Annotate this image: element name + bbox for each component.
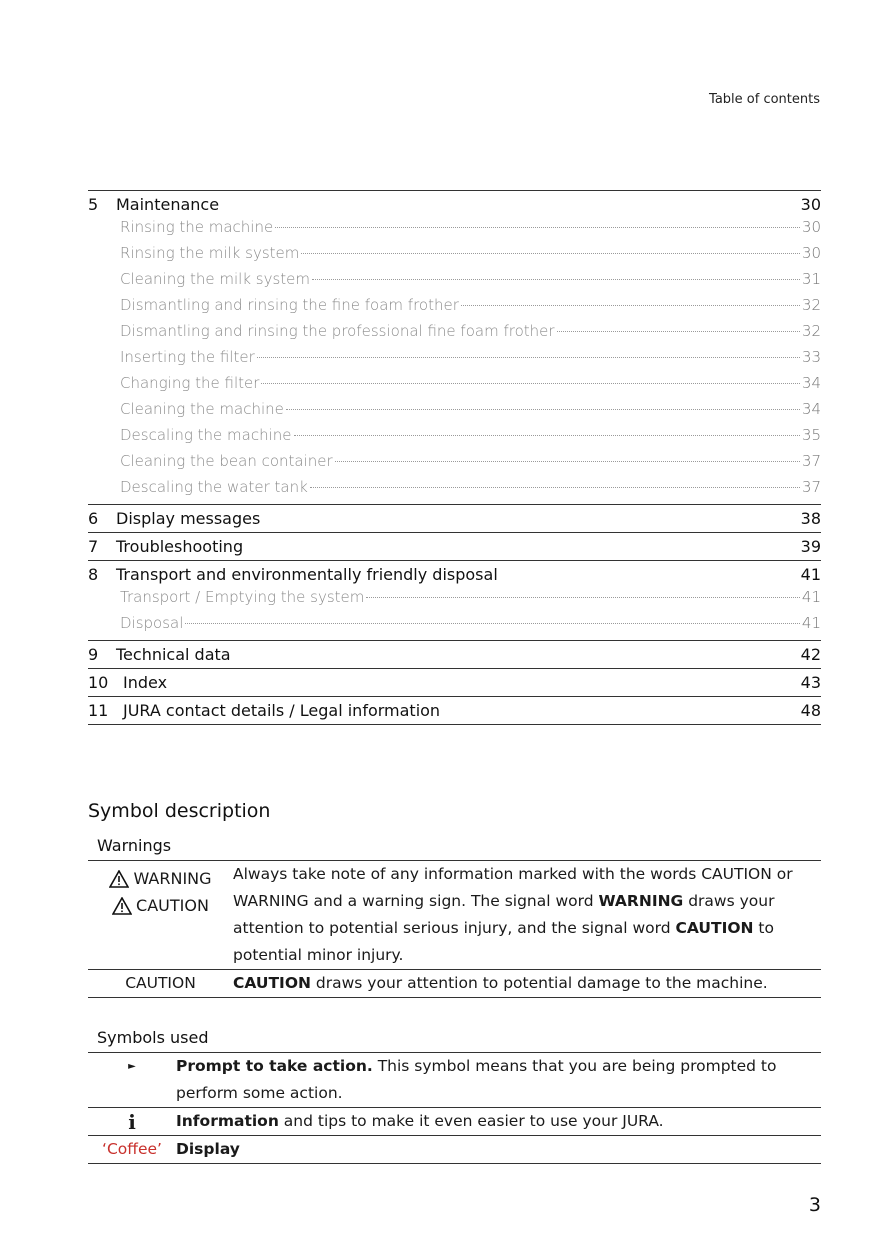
- toc-section: [88, 668, 821, 696]
- toc-subentry[interactable]: [88, 270, 821, 296]
- toc-dot-leader: [310, 487, 800, 488]
- info-row: [88, 1108, 821, 1136]
- toc-subentry[interactable]: [88, 588, 821, 614]
- toc-subentry-page: 41: [801, 588, 821, 606]
- toc-chapter-number: 11: [88, 701, 109, 720]
- toc-chapter-page: 41: [800, 565, 821, 584]
- toc-subentry-page: 37: [801, 478, 821, 496]
- toc-subentry-page: 32: [801, 322, 821, 340]
- toc-chapter-number: 10: [88, 673, 109, 692]
- toc-chapter-title: Troubleshooting: [116, 537, 244, 556]
- toc-chapter-title: Display messages: [116, 509, 261, 528]
- warning-labels: [88, 861, 233, 969]
- display-example: ‘Coffee’: [102, 1140, 162, 1158]
- toc-subentry-page: 33: [801, 348, 821, 366]
- toc-subentry[interactable]: [88, 244, 821, 270]
- toc-subentry-title: Descaling the machine: [120, 426, 292, 444]
- toc-section: [88, 504, 821, 532]
- toc-section: [88, 696, 821, 724]
- toc-subentry[interactable]: [88, 374, 821, 400]
- toc-subentry[interactable]: [88, 218, 821, 244]
- toc-chapter-page: 30: [800, 195, 821, 214]
- running-header: Table of contents: [709, 92, 820, 107]
- toc-chapter-entry[interactable]: [88, 561, 821, 588]
- toc-chapter-title: Transport and environmentally friendly disposal: [116, 565, 498, 584]
- toc-chapter-title: JURA contact details / Legal information: [123, 701, 441, 720]
- toc-dot-leader: [185, 623, 800, 624]
- toc-chapter-number: 7: [88, 537, 99, 556]
- warnings-table: [88, 860, 821, 998]
- toc-chapter-number: 6: [88, 509, 99, 528]
- symbols-used-heading: Symbols used: [97, 1028, 209, 1047]
- prompt-row: [88, 1053, 821, 1108]
- toc-subentry[interactable]: [88, 400, 821, 426]
- symbol-description: [88, 800, 821, 1164]
- warnings-heading: Warnings: [97, 836, 172, 855]
- toc-section: [88, 640, 821, 668]
- toc-dot-leader: [286, 409, 800, 410]
- toc-dot-leader: [294, 435, 800, 436]
- caution-description: CAUTION draws your attention to potential damage to the machine.: [233, 974, 768, 992]
- caution-row: [88, 970, 821, 998]
- toc-subentry-title: Rinsing the machine: [120, 218, 274, 236]
- toc-chapter-page: 48: [800, 701, 821, 720]
- toc-subentry-title: Disposal: [120, 614, 184, 632]
- prompt-arrow-icon: ►: [128, 1061, 136, 1072]
- toc-dot-leader: [461, 305, 800, 306]
- toc-subentry[interactable]: [88, 348, 821, 374]
- prompt-description: Prompt to take action. This symbol means that you are being prompted to perform some action.: [176, 1057, 777, 1102]
- toc-chapter-entry[interactable]: [88, 191, 821, 218]
- toc-chapter-entry[interactable]: [88, 533, 821, 560]
- toc-subentry[interactable]: [88, 452, 821, 478]
- toc-chapter-title: Technical data: [116, 645, 231, 664]
- caution-row-label: CAUTION: [125, 974, 196, 992]
- toc-chapter-entry[interactable]: [88, 697, 821, 724]
- warning-description: Always take note of any information marked with the words CAUTION or WARNING and a warning sign. The signal word WARNING draws your attention to potential serious injury, and the signal word CAUTION to potential minor injury.: [233, 865, 793, 964]
- caution-label: CAUTION: [136, 896, 209, 915]
- toc-chapter-number: 8: [88, 565, 99, 584]
- toc-chapter-entry[interactable]: [88, 505, 821, 532]
- toc-chapter-entry[interactable]: [88, 669, 821, 696]
- toc-subentry-page: 34: [801, 400, 821, 418]
- toc-subentry-title: Cleaning the bean container: [120, 452, 333, 470]
- toc-subentry[interactable]: [88, 478, 821, 504]
- warning-row: [88, 861, 821, 970]
- toc-chapter-page: 39: [800, 537, 821, 556]
- toc-dot-leader: [557, 331, 800, 332]
- symbols-used-table: [88, 1052, 821, 1164]
- toc-chapter-page: 38: [800, 509, 821, 528]
- toc-chapter-title: Index: [123, 673, 168, 692]
- toc-subentry-title: Dismantling and rinsing the fine foam frother: [120, 296, 459, 314]
- toc-chapter-entry[interactable]: [88, 641, 821, 668]
- toc-subentry-page: 31: [801, 270, 821, 288]
- warning-triangle-icon: [109, 870, 129, 888]
- toc-dot-leader: [275, 227, 800, 228]
- toc-dot-leader: [261, 383, 800, 384]
- toc-subentry[interactable]: [88, 296, 821, 322]
- toc-subentry-title: Rinsing the milk system: [120, 244, 300, 262]
- info-description: Information and tips to make it even easier to use your JURA.: [176, 1112, 664, 1130]
- toc-subentry[interactable]: [88, 426, 821, 452]
- toc-subentry-title: Cleaning the milk system: [120, 270, 311, 288]
- toc-dot-leader: [257, 357, 800, 358]
- toc-subentry-title: Dismantling and rinsing the professional fine foam frother: [120, 322, 555, 340]
- table-of-contents: [88, 190, 821, 725]
- toc-subentry[interactable]: [88, 322, 821, 348]
- toc-subentry-title: Descaling the water tank: [120, 478, 308, 496]
- caution-triangle-icon: [112, 897, 132, 915]
- toc-chapter-page: 43: [800, 673, 821, 692]
- toc-subentry-title: Transport / Emptying the system: [120, 588, 365, 606]
- toc-subentry-page: 32: [801, 296, 821, 314]
- information-icon: i: [128, 1110, 136, 1134]
- warning-label: WARNING: [133, 869, 212, 888]
- toc-subentry-page: 30: [801, 244, 821, 262]
- toc-chapter-title: Maintenance: [116, 195, 220, 214]
- toc-subentry[interactable]: [88, 614, 821, 640]
- toc-subentry-title: Inserting the filter: [120, 348, 255, 366]
- toc-subentry-title: Cleaning the machine: [120, 400, 284, 418]
- toc-dot-leader: [366, 597, 800, 598]
- toc-section: [88, 532, 821, 560]
- toc-dot-leader: [312, 279, 800, 280]
- toc-subentry-page: 35: [801, 426, 821, 444]
- toc-subentry-page: 34: [801, 374, 821, 392]
- toc-subentry-page: 30: [801, 218, 821, 236]
- toc-end-rule: [88, 724, 821, 725]
- toc-subentry-page: 41: [801, 614, 821, 632]
- toc-chapter-page: 42: [800, 645, 821, 664]
- toc-subentry-page: 37: [801, 452, 821, 470]
- display-row: [88, 1136, 821, 1164]
- toc-subentry-title: Changing the filter: [120, 374, 260, 392]
- symbol-description-heading: Symbol description: [88, 800, 271, 822]
- toc-chapter-number: 5: [88, 195, 99, 214]
- toc-chapter-number: 9: [88, 645, 99, 664]
- toc-section: [88, 560, 821, 640]
- toc-section: [88, 190, 821, 504]
- page-number: 3: [808, 1194, 821, 1216]
- toc-dot-leader: [301, 253, 800, 254]
- display-description: Display: [176, 1140, 240, 1158]
- toc-dot-leader: [335, 461, 800, 462]
